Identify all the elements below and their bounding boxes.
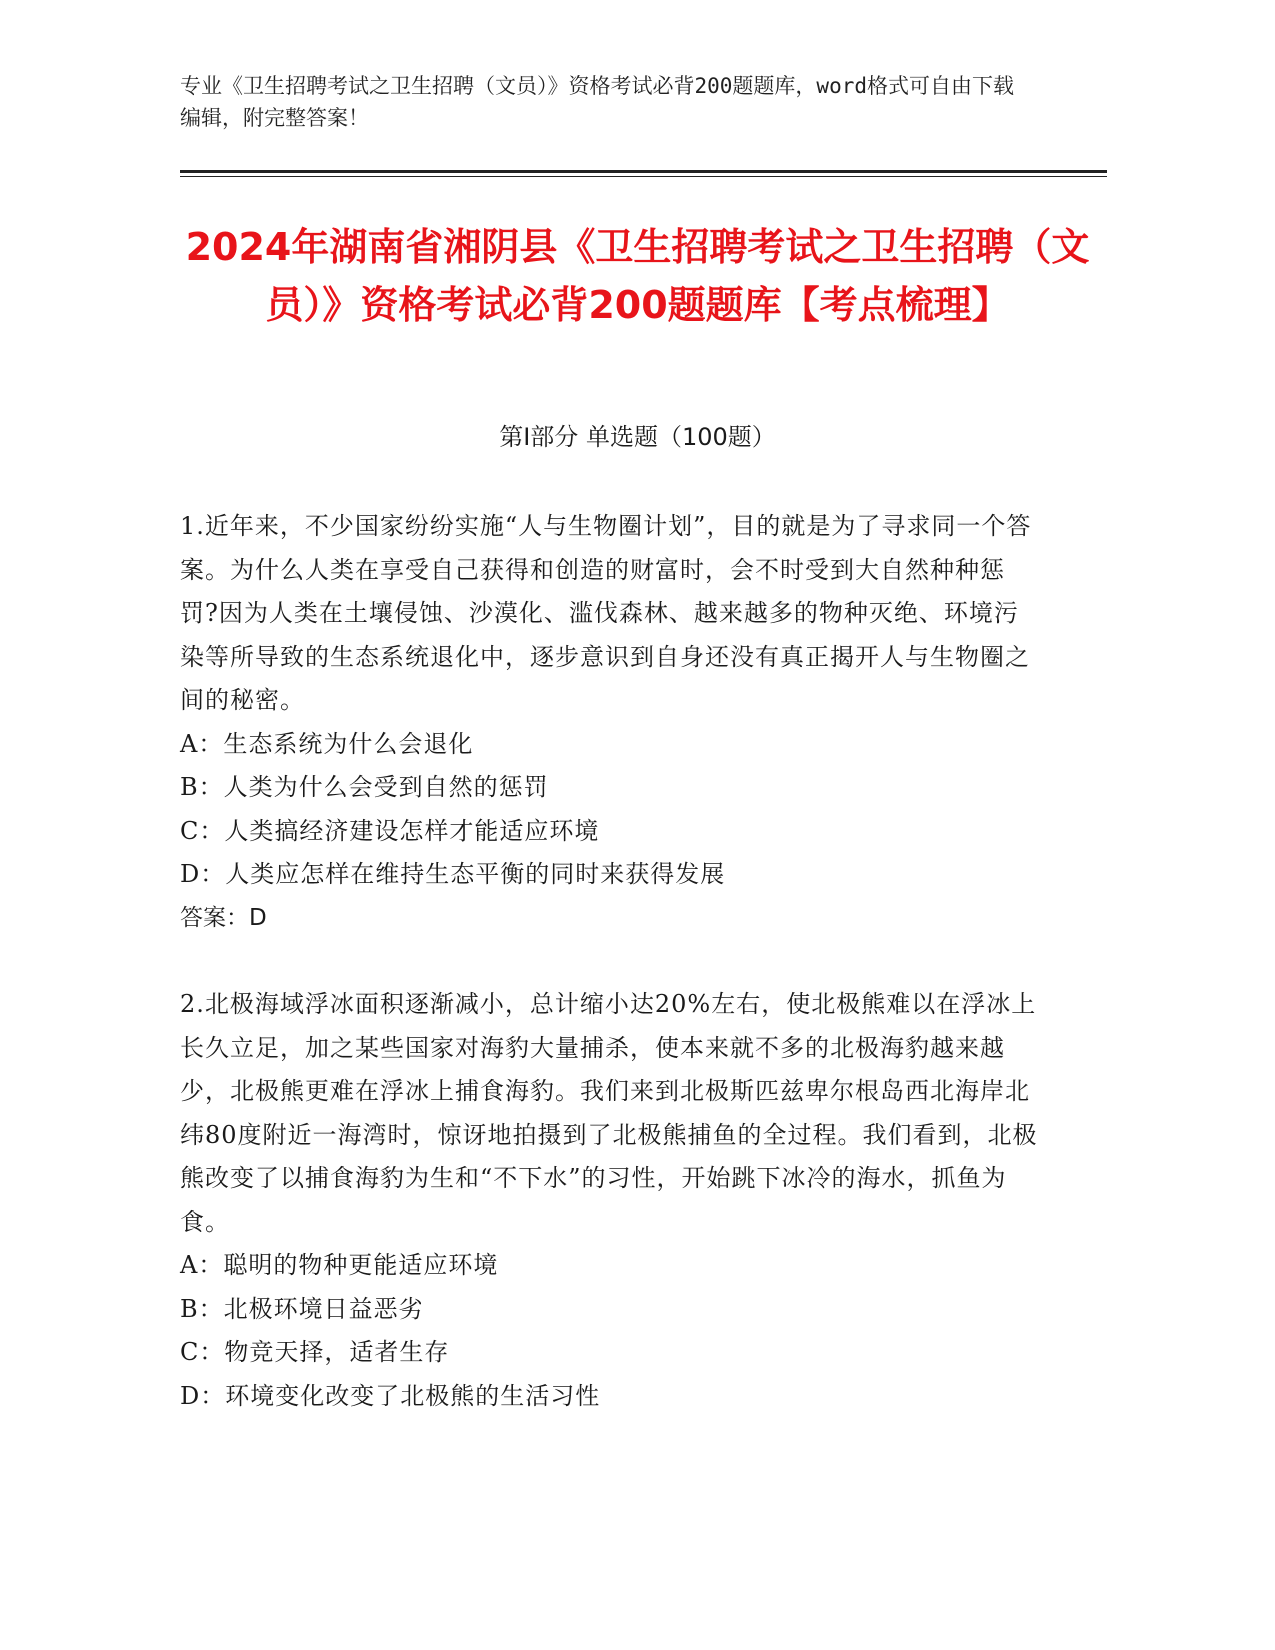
header-note: 专业《卫生招聘考试之卫生招聘（文员）》资格考试必背200题题库，word格式可自由下载编辑，附完整答案！ — [180, 74, 1014, 130]
header-divider-thick — [180, 170, 1107, 173]
question-1 — [180, 505, 1040, 940]
option-b: B：人类为什么会受到自然的惩罚 — [180, 773, 549, 801]
question-stem: 1.近年来，不少国家纷纷实施“人与生物圈计划”，目的就是为了寻求同一个答案。为什么人类在享受自己获得和创造的财富时，会不时受到大自然种种惩罚?因为人类在土壤侵蚀、沙漠化、滥伐森林、越来越多的物种灭绝、环境污染等所导致的生态系统退化中，逐步意识到自身还没有真正揭开人与生物圈之间的秘密。 — [180, 512, 1032, 714]
answer: 答案：D — [180, 904, 267, 931]
question-2 — [180, 983, 1040, 1418]
option-a: A：生态系统为什么会退化 — [180, 729, 474, 758]
question-stem: 2.北极海域浮冰面积逐渐减小，总计缩小达20%左右，使北极熊难以在浮冰上长久立足，加之某些国家对海豹大量捕杀，使本来就不多的北极海豹越来越少，北极熊更难在浮冰上捕食海豹。我们来到北极斯匹兹卑尔根岛西北海岸北纬80度附近一海湾时，惊讶地拍摄到了北极熊捕鱼的全过程。我们看到，北极熊改变了以捕食海豹为生和“不下水”的习性，开始跳下冰冷的海水，抓鱼为食。 — [180, 990, 1038, 1236]
section-title: 第Ⅰ部分 单选题（100题） — [499, 423, 776, 451]
document-title: 2024年湖南省湘阴县《卫生招聘考试之卫生招聘（文员）》资格考试必背200题题库【考点梳理】 — [185, 225, 1090, 327]
header-divider-thin — [180, 176, 1107, 177]
option-a: A：聪明的物种更能适应环境 — [180, 1251, 499, 1279]
option-c: C：物竞天择，适者生存 — [180, 1338, 450, 1366]
option-d: D：环境变化改变了北极熊的生活习性 — [180, 1381, 601, 1410]
option-c: C：人类搞经济建设怎样才能适应环境 — [180, 816, 600, 845]
option-b: B：北极环境日益恶劣 — [180, 1294, 424, 1323]
option-d: D：人类应怎样在维持生态平衡的同时来获得发展 — [180, 860, 726, 888]
